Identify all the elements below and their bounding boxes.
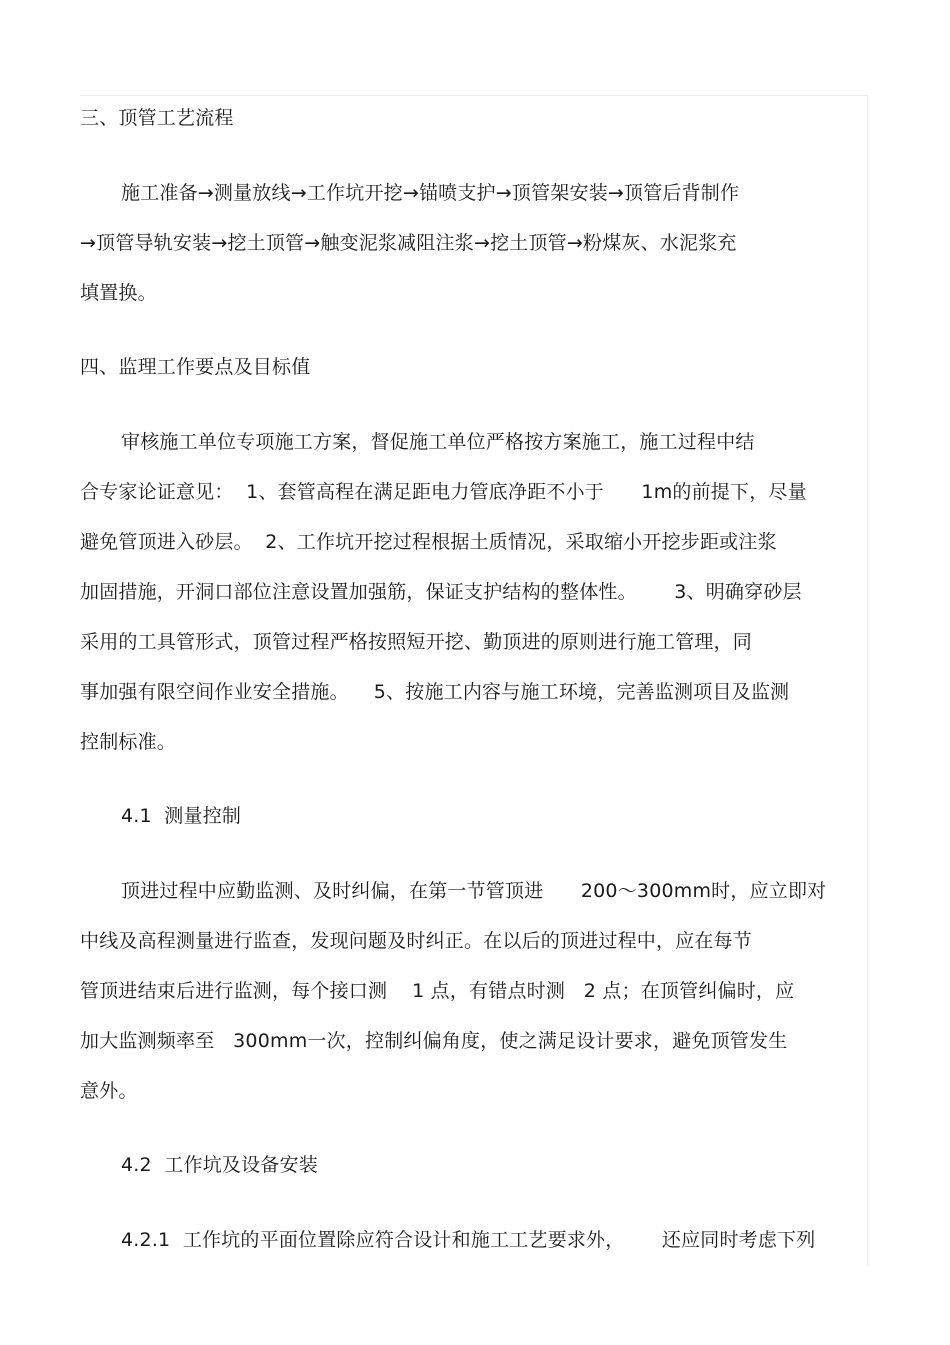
paragraph-line: →顶管导轨安装→挖土顶管→触变泥浆减阻注浆→挖土顶管→粉煤灰、水泥浆充: [80, 232, 737, 254]
subsection-heading-4-2: 4.2 工作坑及设备安装: [121, 1154, 318, 1176]
paragraph-line: 加固措施，开洞口部位注意设置加强筋，保证支护结构的整体性。 3、明确穿砂层: [80, 581, 802, 603]
paragraph-line: 控制标准。: [80, 731, 177, 753]
paragraph-line: 中线及高程测量进行监查，发现问题及时纠正。在以后的顶进过程中，应在每节: [80, 930, 753, 952]
paragraph-line: 管顶进结束后进行监测，每个接口测 1 点，有错点时测 2 点；在顶管纠偏时，应: [80, 980, 795, 1002]
section-heading-4: 四、监理工作要点及目标值: [80, 356, 311, 378]
paragraph-line: 避免管顶进入砂层。 2、工作坑开挖过程根据土质情况，采取缩小开挖步距或注浆: [80, 531, 777, 553]
paragraph-line: 事加强有限空间作业安全措施。 5、按施工内容与施工环境，完善监测项目及监测: [80, 681, 790, 703]
subsection-heading-4-1: 4.1 测量控制: [121, 805, 242, 827]
paragraph-line: 加大监测频率至 300mm一次，控制纠偏角度，使之满足设计要求，避免顶管发生: [80, 1030, 788, 1052]
paragraph-line: 合专家论证意见： 1、套管高程在满足距电力管底净距不小于 1m的前提下，尽量: [80, 481, 807, 503]
paragraph-line: 意外。: [80, 1080, 138, 1102]
paragraph-line: 施工准备→测量放线→工作坑开挖→锚喷支护→顶管架安装→顶管后背制作: [121, 182, 740, 204]
paragraph-line: 审核施工单位专项施工方案，督促施工单位严格按方案施工，施工过程中结: [121, 431, 755, 453]
paragraph-line: 填置换。: [80, 282, 157, 304]
paragraph-line: 采用的工具管形式，顶管过程严格按照短开挖、勤顶进的原则进行施工管理，同: [80, 631, 753, 653]
paragraph-line: 顶进过程中应勤监测、及时纠偏，在第一节管顶进 200～300mm时，应立即对: [121, 880, 827, 902]
paragraph-line: 4.2.1 工作坑的平面位置除应符合设计和施工工艺要求外， 还应同时考虑下列: [121, 1229, 816, 1251]
section-heading-3: 三、顶管工艺流程: [80, 107, 234, 129]
